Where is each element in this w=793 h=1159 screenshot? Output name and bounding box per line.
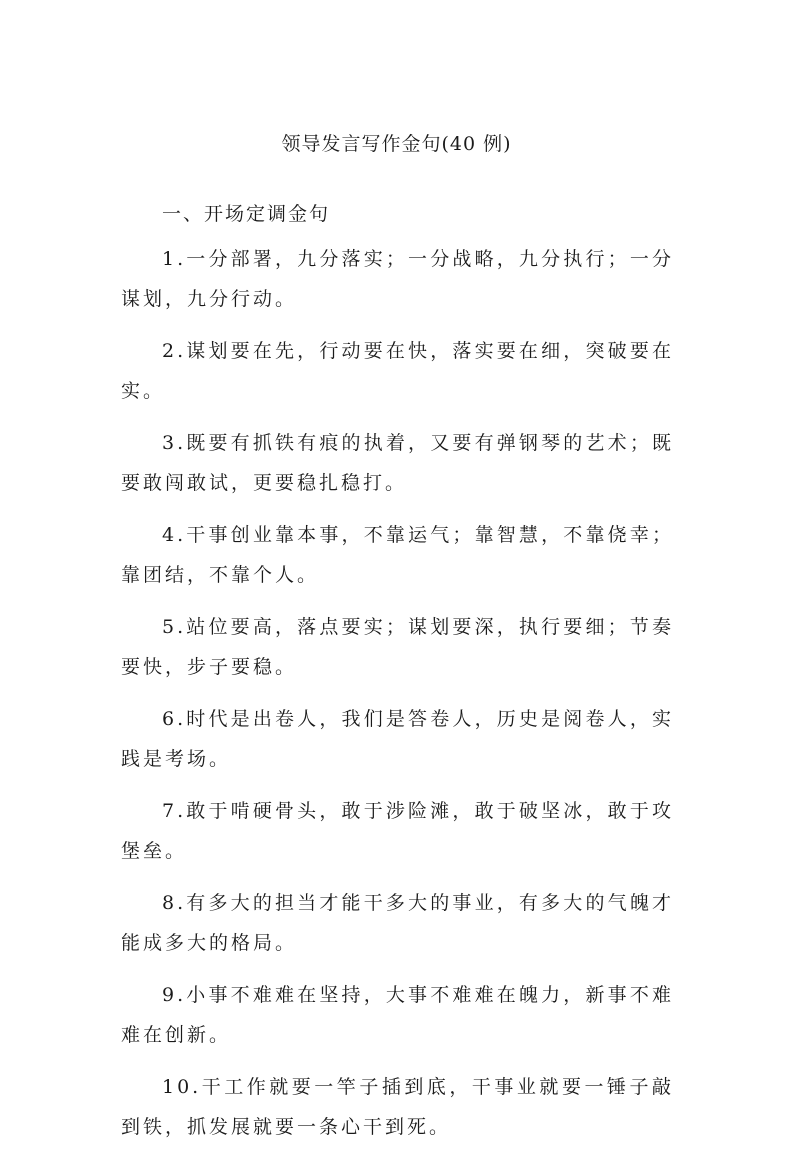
quote-item: 7.敢于啃硬骨头，敢于涉险滩，敢于破坚冰，敢于攻堡垒。 — [121, 800, 674, 862]
section-heading: 一、开场定调金句 — [162, 203, 331, 225]
document-title: 领导发言写作金句(40 例) — [281, 133, 512, 155]
quote-item: 3.既要有抓铁有痕的执着，又要有弹钢琴的艺术；既要敢闯敢试，更要稳扎稳打。 — [121, 432, 674, 494]
quote-item: 8.有多大的担当才能干多大的事业，有多大的气魄才能成多大的格局。 — [121, 892, 674, 954]
quote-item: 5.站位要高，落点要实；谋划要深，执行要细；节奏要快，步子要稳。 — [121, 616, 674, 678]
quote-item: 4.干事创业靠本事，不靠运气；靠智慧，不靠侥幸；靠团结，不靠个人。 — [121, 524, 674, 586]
quote-item: 1.一分部署，九分落实；一分战略，九分执行；一分谋划，九分行动。 — [121, 248, 674, 310]
document-body — [121, 239, 674, 1159]
quote-item: 6.时代是出卷人，我们是答卷人，历史是阅卷人，实践是考场。 — [121, 708, 674, 770]
quote-item: 10.干工作就要一竿子插到底，干事业就要一锤子敲到铁，抓发展就要一条心干到死。 — [121, 1076, 674, 1138]
quote-item: 9.小事不难难在坚持，大事不难难在魄力，新事不难难在创新。 — [121, 984, 674, 1046]
quote-item: 2.谋划要在先，行动要在快，落实要在细，突破要在实。 — [121, 340, 674, 402]
